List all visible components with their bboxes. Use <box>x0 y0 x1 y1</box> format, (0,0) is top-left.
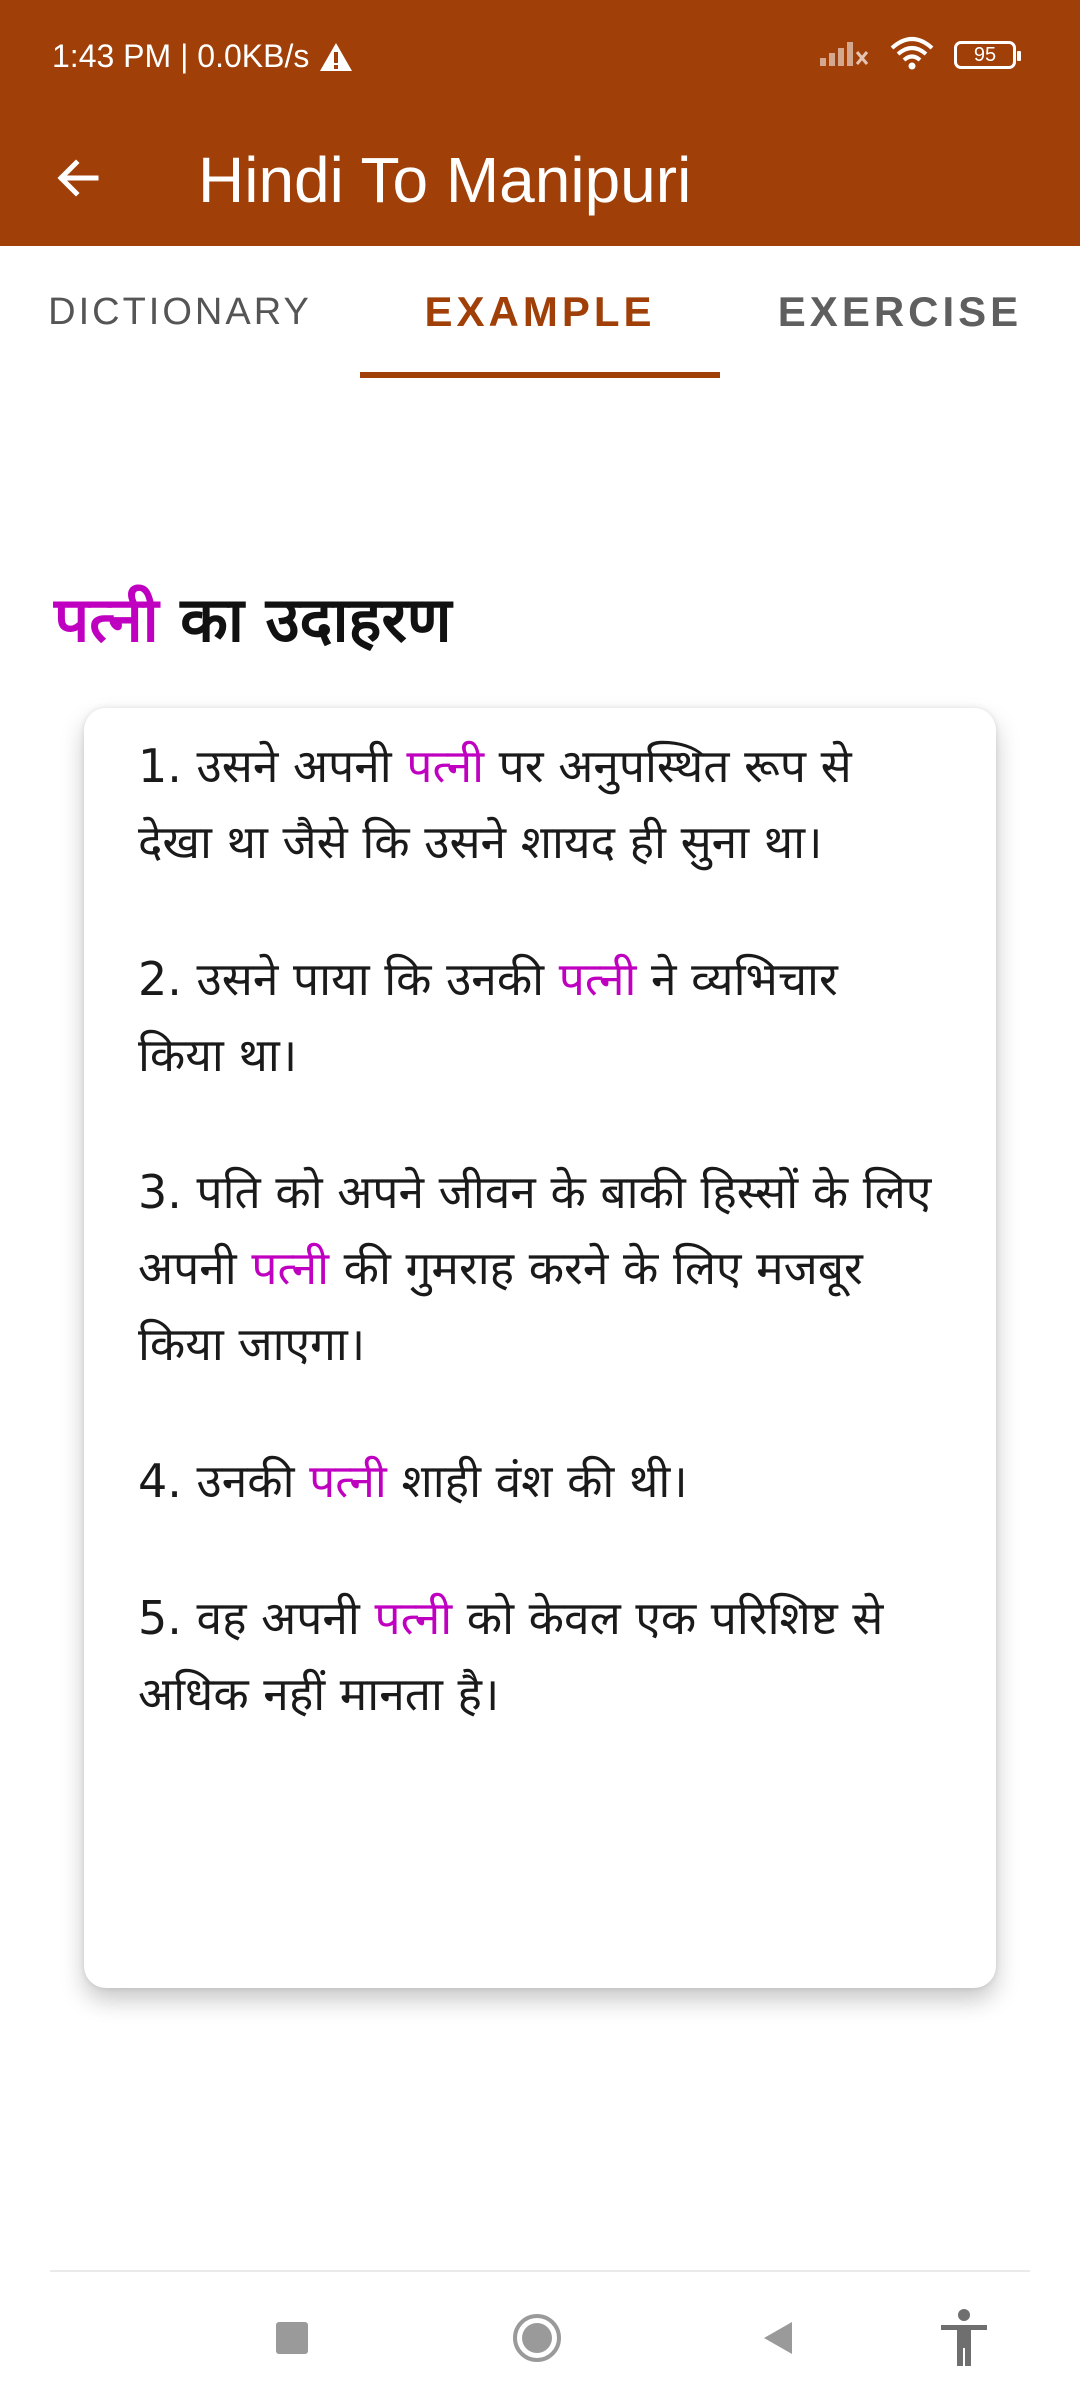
battery-level: 95 <box>973 43 997 66</box>
recents-icon <box>274 2320 310 2360</box>
example-text-pre: 5. वह अपनी <box>138 1591 375 1645</box>
status-left <box>52 38 353 75</box>
battery-icon <box>954 41 1016 69</box>
example-word: पत्नी <box>406 739 485 793</box>
example-item-1 <box>138 728 936 880</box>
example-word: पत्नी <box>374 1591 453 1645</box>
back-icon <box>758 2318 798 2362</box>
accessibility-icon <box>937 2308 991 2372</box>
signal-icon <box>818 38 870 72</box>
home-icon <box>511 2312 563 2368</box>
nav-divider <box>50 2270 1030 2272</box>
wifi-icon <box>890 36 934 74</box>
recents-button[interactable] <box>262 2310 322 2370</box>
status-bar <box>0 0 1080 120</box>
example-text-post: ने व्यभिचार किया था। <box>138 952 838 1082</box>
examples-card <box>84 708 996 1988</box>
example-word: पत्नी <box>558 952 637 1006</box>
example-text-post: शाही वंश की थी। <box>386 1454 688 1508</box>
example-item-2 <box>138 941 936 1093</box>
accessibility-button[interactable] <box>934 2310 994 2370</box>
example-item-5 <box>138 1580 936 1732</box>
example-text-post: पर अनुपस्थित रूप से देखा था जैसे कि उसने शायद ही सुना था। <box>138 739 852 869</box>
app-title: Hindi To Manipuri <box>198 144 692 216</box>
example-item-3 <box>138 1154 936 1382</box>
tab-bar <box>0 246 1080 378</box>
heading-word: पत्नी <box>54 583 159 656</box>
tab-example[interactable]: EXAMPLE <box>360 246 720 378</box>
example-text-pre: 4. उनकी <box>138 1454 310 1508</box>
example-item-4 <box>138 1443 936 1519</box>
example-text-post: की गुमराह करने के लिए मजबूर किया जाएगा। <box>138 1241 863 1371</box>
warning-icon <box>319 42 353 72</box>
page-heading <box>54 580 452 661</box>
example-text-post: को केवल एक परिशिष्ट से अधिक नहीं मानता है। <box>138 1591 884 1721</box>
status-right <box>818 36 1016 74</box>
app-bar <box>0 120 1080 246</box>
back-arrow-icon <box>54 154 102 206</box>
back-button[interactable] <box>40 142 116 218</box>
status-time-speed: 1:43 PM | 0.0KB/s <box>52 38 310 74</box>
tab-dictionary[interactable]: DICTIONARY <box>48 290 312 333</box>
example-text-pre: 2. उसने पाया कि उनकी <box>138 952 559 1006</box>
tab-exercise[interactable]: EXERCISE <box>777 288 1023 335</box>
example-word: पत्नी <box>251 1241 330 1295</box>
example-word: पत्नी <box>309 1454 387 1508</box>
back-nav-button[interactable] <box>748 2310 808 2370</box>
example-text-pre: 3. पति को अपने जीवन के बाकी हिस्सों के लिए अपनी <box>138 1165 932 1295</box>
system-nav-bar <box>0 2270 1080 2400</box>
heading-suffix: का उदाहरण <box>158 583 452 656</box>
example-text-pre: 1. उसने अपनी <box>138 739 407 793</box>
home-button[interactable] <box>507 2310 567 2370</box>
